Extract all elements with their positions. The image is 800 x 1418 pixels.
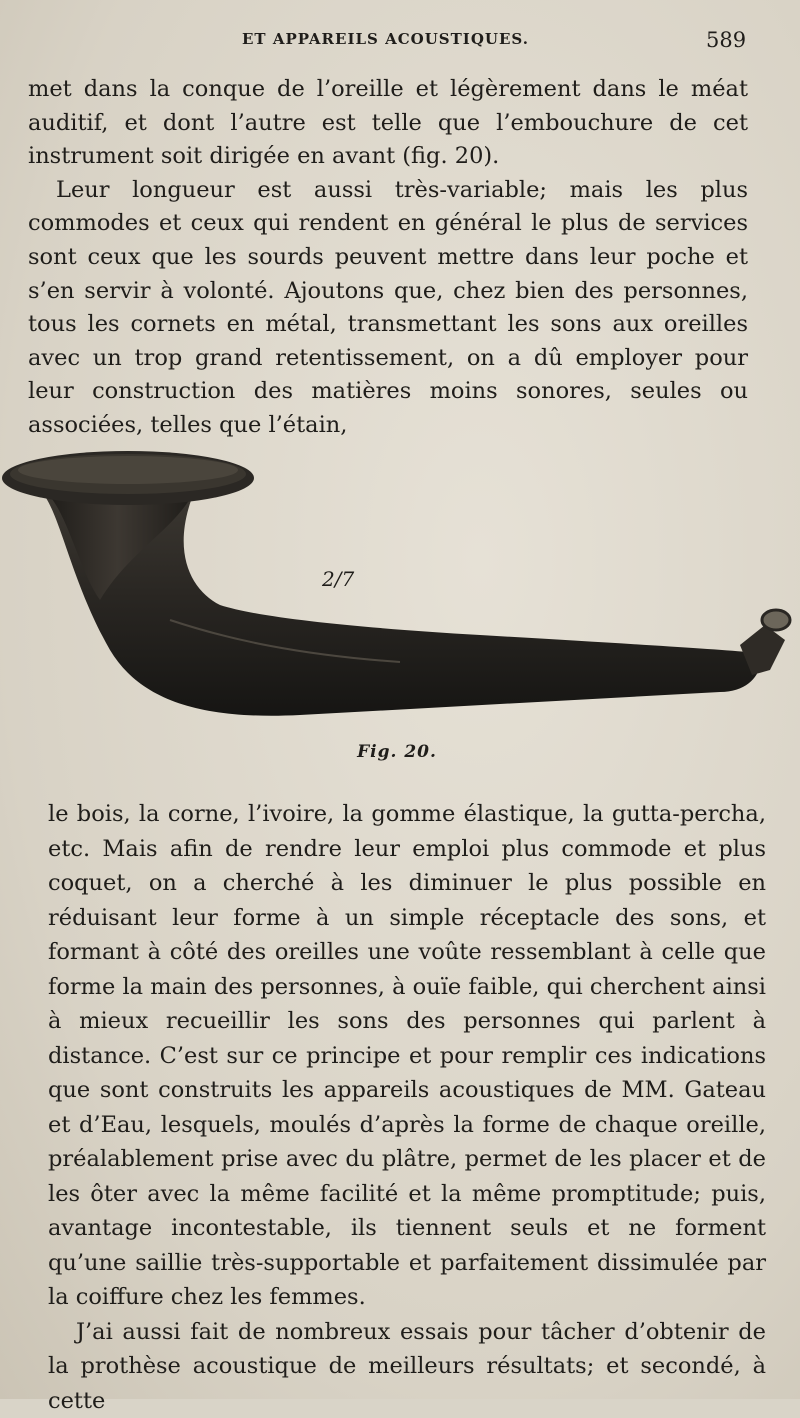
figure-caption (0, 742, 800, 762)
figure-caption-text: Fig. 20. (357, 742, 437, 762)
page-number: 589 (706, 28, 746, 52)
paragraph: le bois, la corne, l’ivoire, la gomme élastique, la gutta-percha, etc. Mais afin de rendre leur emploi plus commode et plus coquet, on a cherché à les diminuer le plus possible en réduisant leur forme à un simple réceptacle des sons, et formant à côté des oreilles une voûte ressemblant à celle que forme la main des personnes, à ouïe faible, qui cherchent ainsi à mieux recueillir les sons des personnes qui parlent à distance. C’est sur ce principe et pour remplir ces indications que sont construits les appareils acoustiques de MM. Gateau et d’Eau, lesquels, moulés d’après la forme de chaque oreille, préalablement prise avec du plâtre, permet de les placer et de les ôter avec la même facilité et la même promptitude; puis, avantage incontestable, ils tiennent seuls et ne forment qu’une saillie très-supportable et parfaitement dissimulée par la coiffure chez les femmes. (48, 797, 766, 1315)
ear-trumpet-illustration (0, 430, 800, 730)
paragraph: Leur longueur est aussi très-variable; mais les plus commodes et ceux qui rendent en général le plus de services sont ceux que les sourds peuvent mettre dans leur poche et s’en servir à volonté. Ajoutons que, chez bien des personnes, tous les cornets en métal, transmettant les sons aux oreilles avec un trop grand retentissement, on a dû employer pour leur construction des matières moins sonores, seules ou associées, telles que l’étain, (28, 174, 748, 443)
page-header (0, 28, 800, 58)
ear-trumpet-drawing (0, 430, 800, 730)
text-block-top (28, 73, 748, 443)
text-block-bottom (48, 797, 766, 1418)
paragraph: met dans la conque de l’oreille et légèrement dans le méat auditif, et dont l’autre est telle que l’embouchure de cet instrument soit dirigée en avant (fig. 20). (28, 73, 748, 174)
running-title: ET APPAREILS ACOUSTIQUES. (242, 30, 529, 48)
scale-mark: 2/7 (321, 567, 354, 591)
paragraph: J’ai aussi fait de nombreux essais pour tâcher d’obtenir de la prothèse acoustique de meilleurs résultats; et secondé, à cette (48, 1315, 766, 1418)
